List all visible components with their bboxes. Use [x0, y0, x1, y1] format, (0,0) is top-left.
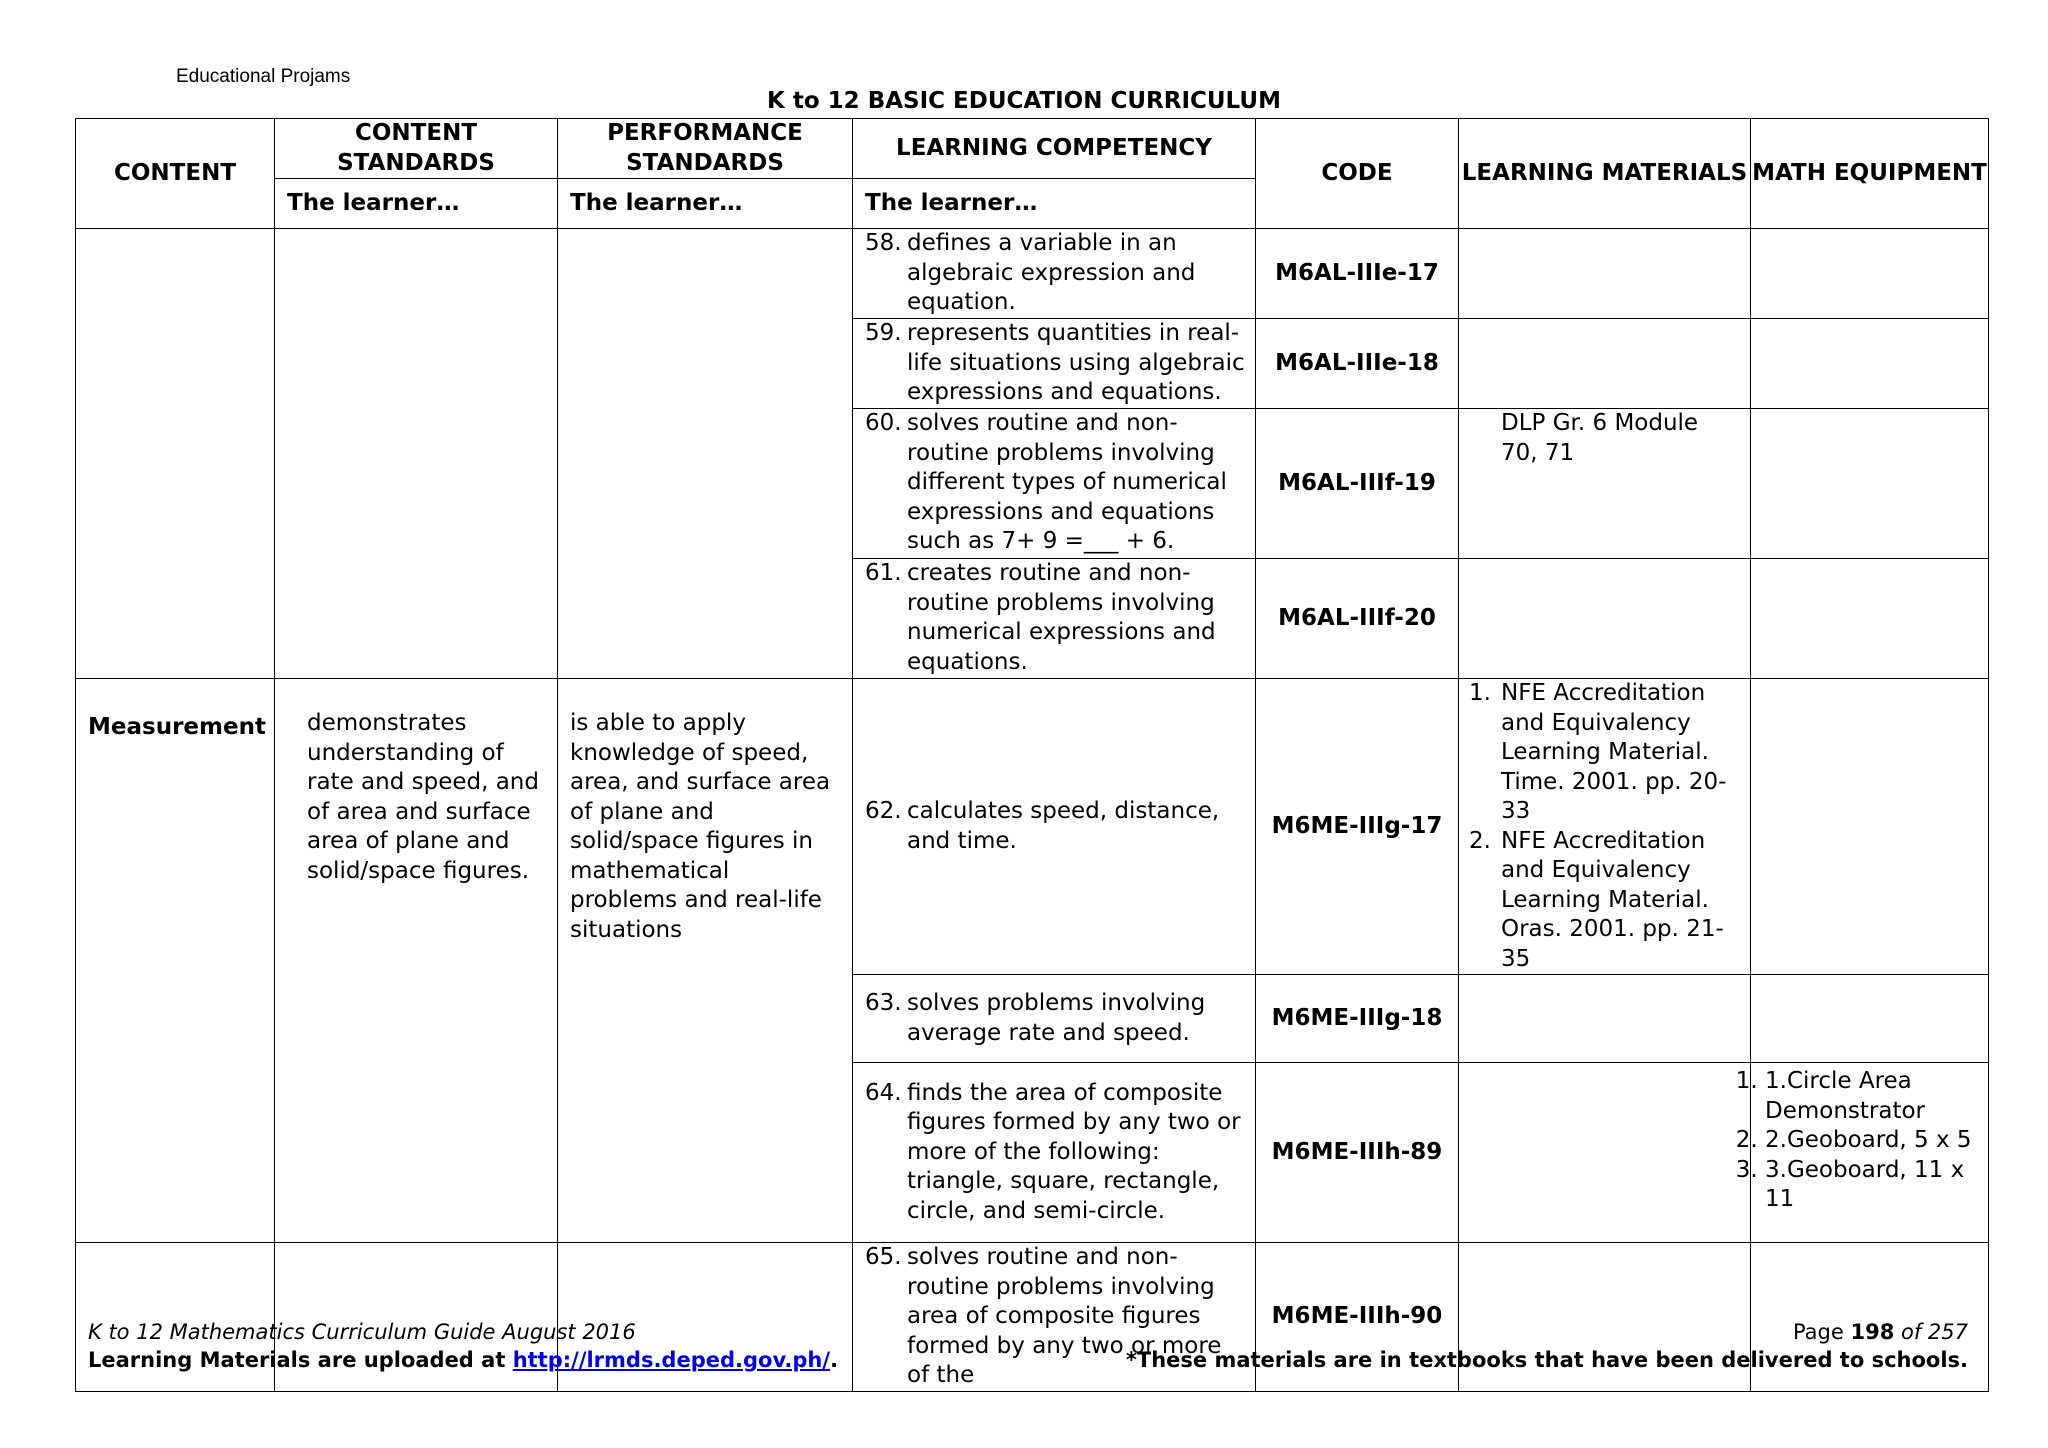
equipment-cell: [1751, 679, 1989, 975]
materials-cell: [1459, 679, 1751, 975]
code-cell: M6AL-IIIe-17: [1256, 229, 1459, 319]
materials-cell: DLP Gr. 6 Module 70, 71: [1459, 409, 1751, 559]
code-cell: M6AL-IIIe-18: [1256, 319, 1459, 409]
empty-content-cell: [76, 229, 275, 679]
list-item: 1. NFE Accreditation and Equivalency Learning Material. Time. 2001. pp. 20-33: [1469, 680, 1727, 824]
competency-number: 58.: [865, 230, 902, 256]
competency-text: represents quantities in real-life situations using algebraic expressions and equations.: [907, 320, 1245, 405]
competency-text: solves problems involving average rate and speed.: [907, 990, 1206, 1046]
curriculum-table: [75, 118, 1989, 1392]
code-cell: M6ME-IIIh-89: [1256, 1063, 1459, 1243]
materials-cell: [1459, 1063, 1751, 1243]
competency-cell: [853, 319, 1256, 409]
equipment-cell: [1751, 229, 1989, 319]
competency-cell: [853, 409, 1256, 559]
competency-text: defines a variable in an algebraic expression and equation.: [907, 230, 1196, 315]
page-number: 198: [1850, 1320, 1895, 1344]
equipment-list: [1765, 1067, 1982, 1215]
equipment-cell: [1751, 319, 1989, 409]
uploaded-note: Learning Materials are uploaded at http://lrmds.deped.gov.ph/.: [88, 1348, 839, 1372]
equipment-cell: [1751, 409, 1989, 559]
equipment-cell: [1751, 559, 1989, 679]
header-learner-lc: The learner…: [853, 179, 1256, 229]
code-cell: M6AL-IIIf-19: [1256, 409, 1459, 559]
competency-cell: [853, 975, 1256, 1063]
competency-text: creates routine and non-routine problems involving numerical expressions and equations.: [907, 560, 1216, 675]
materials-cell: [1459, 319, 1751, 409]
code-cell: M6ME-IIIg-18: [1256, 975, 1459, 1063]
header-performance-standards: PERFORMANCE STANDARDS: [558, 119, 853, 179]
list-item: 3. 3.Geoboard, 11 x 11: [1765, 1156, 1982, 1215]
header-content: CONTENT: [76, 119, 275, 229]
page-footer: [88, 1318, 1968, 1374]
competency-number: 59.: [865, 320, 902, 346]
content-measurement: Measurement: [76, 679, 275, 1243]
equipment-cell: [1751, 975, 1989, 1063]
materials-list: [1469, 679, 1740, 974]
header-learner-cs: The learner…: [275, 179, 558, 229]
equipment-cell: [1751, 1063, 1989, 1243]
competency-text: solves routine and non-routine problems involving different types of numerical expressions and equations such as 7+ 9 =___ + 6.: [907, 410, 1227, 554]
materials-cell: [1459, 229, 1751, 319]
code-cell: M6ME-IIIh-90: [1256, 1243, 1459, 1392]
performance-standard-text: is able to apply knowledge of speed, area, and surface area of plane and solid/space figures in mathematical problems and real-life situations: [558, 679, 853, 1243]
page-indicator: Page 198 of 257: [1792, 1320, 1968, 1344]
code-cell: M6ME-IIIg-17: [1256, 679, 1459, 975]
header-learning-materials: LEARNING MATERIALS: [1459, 119, 1751, 229]
list-item: 2. 2.Geoboard, 5 x 5: [1765, 1126, 1982, 1156]
header-content-standards: CONTENT STANDARDS: [275, 119, 558, 179]
materials-cell: [1459, 559, 1751, 679]
competency-number: 64.: [865, 1079, 902, 1106]
header-code: CODE: [1256, 119, 1459, 229]
table-row: [76, 229, 1989, 319]
header-learning-competency: LEARNING COMPETENCY: [853, 119, 1256, 179]
table-row: [76, 679, 1989, 975]
textbooks-note: *These materials are in textbooks that have been delivered to schools.: [1125, 1348, 1968, 1372]
watermark-text: Educational Projams: [176, 66, 351, 87]
list-item: 2. NFE Accreditation and Equivalency Learning Material. Oras. 2001. pp. 21-35: [1469, 827, 1724, 972]
competency-number: 62.: [865, 798, 902, 824]
competency-number: 61.: [865, 560, 902, 586]
empty-cs-cell: [275, 229, 558, 679]
lrmds-link[interactable]: http://lrmds.deped.gov.ph/: [512, 1348, 831, 1372]
code-cell: M6AL-IIIf-20: [1256, 559, 1459, 679]
competency-number: 60.: [865, 410, 902, 436]
header-math-equipment: MATH EQUIPMENT: [1751, 119, 1989, 229]
competency-cell: [853, 1063, 1256, 1243]
competency-number: 65.: [865, 1244, 902, 1270]
list-item: 1. 1.Circle Area Demonstrator: [1765, 1067, 1982, 1126]
guide-label: K to 12 Mathematics Curriculum Guide August 2016: [88, 1320, 636, 1344]
materials-cell: [1459, 975, 1751, 1063]
competency-cell: [853, 679, 1256, 975]
competency-cell: [853, 229, 1256, 319]
header-learner-ps: The learner…: [558, 179, 853, 229]
page-title: K to 12 BASIC EDUCATION CURRICULUM: [767, 88, 1281, 114]
competency-cell: [853, 559, 1256, 679]
content-standard-text: demonstrates understanding of rate and speed, and of area and surface area of plane and solid/space figures.: [275, 679, 558, 1243]
competency-text: solves routine and non-routine problems involving area of composite figures formed by any two or more of the: [907, 1244, 1222, 1388]
competency-text: calculates speed, distance, and time.: [907, 798, 1220, 854]
empty-ps-cell: [558, 229, 853, 679]
competency-text: finds the area of composite figures formed by any two or more of the following: triangle, square, rectangle, circle, and semi-circle.: [907, 1079, 1241, 1224]
competency-number: 63.: [865, 990, 902, 1016]
